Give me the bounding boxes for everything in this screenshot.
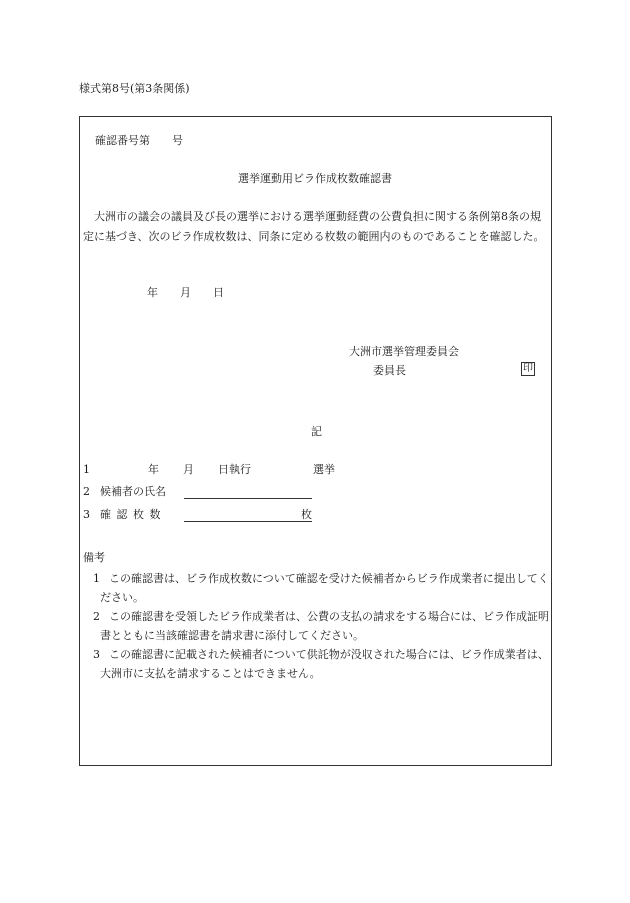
candidate-name-field[interactable] (184, 498, 312, 499)
item3-label: 確 認 枚 数 (100, 508, 162, 521)
item2-label: 候補者の氏名 (100, 485, 166, 498)
remark-text: この確認書に記載された候補者について供託物が没収された場合には、ビラ作成業者は、大洲市に支払を請求することはできません。 (100, 648, 549, 680)
remark-text: この確認書は、ビラ作成枚数について確認を受けた候補者からビラ作成業者に提出してください。 (100, 572, 549, 604)
remark-item (83, 645, 549, 683)
item1-election: 選挙 (313, 463, 335, 476)
remarks-title: 備考 (83, 551, 105, 564)
item2-number: 2 (83, 485, 90, 498)
remark-number: 1 (93, 572, 100, 585)
seal-mark: 印 (523, 363, 533, 374)
remark-number: 2 (93, 610, 100, 623)
remark-item (83, 569, 549, 607)
item3-number: 3 (83, 508, 90, 521)
date-line: 年 月 日 (147, 286, 224, 299)
item3-unit: 枚 (301, 508, 312, 521)
remark-number: 3 (93, 648, 100, 661)
body-paragraph: 大洲市の議会の議員及び長の選挙における選挙運動経費の公費負担に関する条例第8条の規定に基づき、次のビラ作成枚数は、同条に定める枚数の範囲内のものであることを確認した。 (83, 210, 545, 243)
item1-month: 月 (183, 463, 194, 476)
issuer-organization: 大洲市選挙管理委員会 (349, 345, 459, 358)
ki-heading: 記 (311, 425, 322, 438)
confirmed-count-field[interactable] (184, 521, 312, 522)
document-title: 選挙運動用ビラ作成枚数確認書 (238, 172, 392, 185)
issuer-title: 委員長 (373, 364, 406, 377)
remark-text: この確認書を受領したビラ作成業者は、公費の支払の請求をする場合には、ビラ作成証明書とともに当該確認書を請求書に添付してください。 (100, 610, 549, 642)
item1-number: 1 (83, 463, 90, 476)
item1-year: 年 (148, 463, 159, 476)
item1-day: 日執行 (218, 463, 251, 476)
remark-item (83, 607, 549, 645)
confirmation-number: 確認番号第 号 (95, 134, 183, 147)
form-number-label: 様式第8号(第3条関係) (79, 82, 190, 95)
